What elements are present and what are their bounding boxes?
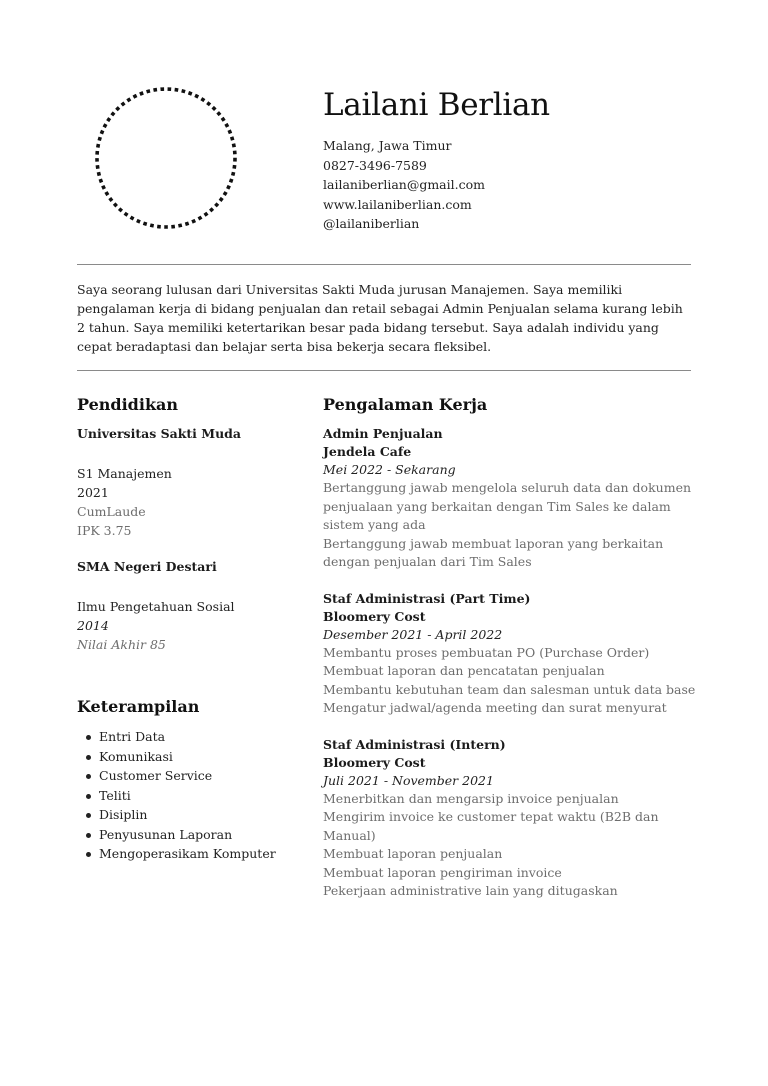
job-title: Staf Administrasi (Intern) [323, 736, 506, 752]
education-major: S1 Manajemen [77, 466, 172, 481]
photo-placeholder [94, 86, 238, 230]
job-company: Bloomery Cost [323, 608, 426, 624]
bullet-icon [86, 813, 91, 818]
bullet-icon [86, 735, 91, 740]
education-year: 2014 [77, 618, 109, 633]
right-column [323, 394, 703, 919]
dotted-circle-icon [94, 86, 238, 230]
job-task: Membuat laporan pengiriman invoice [323, 864, 562, 880]
education-year: 2021 [77, 485, 109, 500]
job-title: Admin Penjualan [323, 426, 443, 441]
divider-bottom [77, 370, 691, 371]
skill-label: Customer Service [99, 768, 213, 783]
job-item [323, 590, 703, 718]
skill-label: Disiplin [99, 807, 148, 822]
job-task: Pekerjaan administrative lain yang ditugaskan [323, 883, 618, 898]
job-period: Mei 2022 - Sekarang [323, 462, 456, 477]
job-task: Membantu kebutuhan team dan salesman untuk data base [323, 681, 696, 697]
contact-website[interactable]: www.lailaniberlian.com [323, 196, 472, 212]
job-period: Juli 2021 - November 2021 [323, 772, 494, 788]
job-tasks [323, 479, 703, 572]
job-item [323, 425, 703, 572]
education-score: IPK 3.75 [77, 523, 132, 538]
bullet-icon [86, 833, 91, 838]
job-task: Membuat laporan penjualan [323, 846, 503, 861]
contact-location: Malang, Jawa Timur [323, 138, 452, 153]
skills-list [77, 727, 297, 864]
education-item [77, 558, 297, 654]
skill-label: Mengoperasikam Komputer [99, 846, 276, 861]
skill-item [77, 844, 297, 864]
education-score: Nilai Akhir 85 [77, 637, 166, 652]
job-task: Menerbitkan dan mengarsip invoice penjualan [323, 790, 619, 806]
job-task: Mengirim invoice ke customer tepat waktu (B2B dan Manual) [323, 809, 659, 843]
education-item [77, 425, 297, 540]
job-task: Bertanggung jawab membuat laporan yang berkaitan dengan penjualan dari Tim Sales [323, 535, 664, 569]
education-school: SMA Negeri Destari [77, 559, 217, 574]
job-tasks [323, 790, 703, 901]
education-honor: CumLaude [77, 504, 146, 519]
job-item [323, 736, 703, 901]
skills-title: Keterampilan [77, 697, 200, 716]
job-task: Bertanggung jawab mengelola seluruh data dan dokumen penjualaan yang berkaitan dengan Tim Sales ke dalam sistem yang ada [323, 480, 692, 532]
bullet-icon [86, 852, 91, 857]
header [323, 86, 703, 234]
education-major: Ilmu Pengetahuan Sosial [77, 599, 235, 614]
job-title: Staf Administrasi (Part Time) [323, 590, 531, 606]
skill-item [77, 786, 297, 806]
contact-email[interactable]: lailaniberlian@gmail.com [323, 177, 485, 192]
job-task: Membuat laporan dan pencatatan penjualan [323, 663, 605, 678]
left-column [77, 394, 297, 864]
bullet-icon [86, 794, 91, 799]
divider-top [77, 264, 691, 265]
education-school: Universitas Sakti Muda [77, 426, 242, 441]
job-period: Desember 2021 - April 2022 [323, 626, 503, 642]
job-tasks [323, 644, 703, 718]
contact-social[interactable]: @lailaniberlian [323, 216, 420, 231]
job-company: Bloomery Cost [323, 754, 426, 770]
job-task: Membantu proses pembuatan PO (Purchase Order) [323, 644, 650, 660]
bullet-icon [86, 755, 91, 760]
bullet-icon [86, 774, 91, 779]
skill-label: Penyusunan Laporan [99, 826, 233, 842]
skill-item [77, 805, 297, 825]
candidate-name: Lailani Berlian [323, 87, 550, 123]
education-title: Pendidikan [77, 395, 179, 414]
skill-label: Teliti [99, 787, 131, 803]
skill-item [77, 766, 297, 786]
profile-summary: Saya seorang lulusan dari Universitas Sakti Muda jurusan Manajemen. Saya memiliki pengalaman kerja di bidang penjualan dan retail sebagai Admin Penjualan selama kurang lebih 2 tahun. Saya memiliki ketertarikan besar pada bidang tersebut. Saya adalah individu yang cepat beradaptasi dan belajar serta bisa bekerja secara fleksibel. [77, 282, 683, 354]
contact-phone: 0827-3496-7589 [323, 157, 427, 173]
contact-list [323, 136, 703, 234]
experience-title: Pengalaman Kerja [323, 395, 488, 414]
skill-item [77, 727, 297, 747]
job-task: Mengatur jadwal/agenda meeting dan surat menyurat [323, 700, 667, 715]
skill-item [77, 747, 297, 767]
job-company: Jendela Cafe [323, 444, 412, 459]
skill-label: Komunikasi [99, 748, 173, 764]
skill-item [77, 825, 297, 845]
skill-label: Entri Data [99, 729, 166, 744]
